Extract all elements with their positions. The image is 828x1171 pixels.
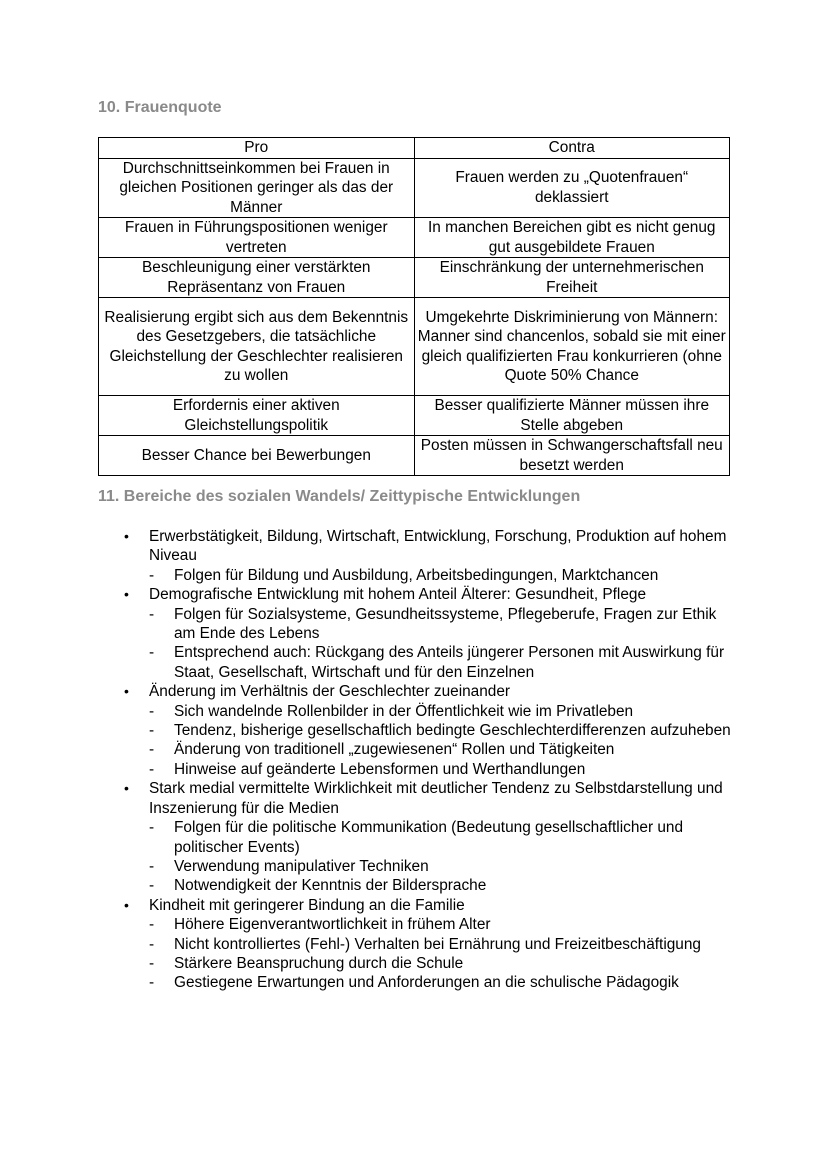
- list-item: [120, 682, 740, 779]
- sub-item-text: Höhere Eigenverantwortlichkeit in frühem Alter: [174, 916, 491, 934]
- sub-list-item: [149, 721, 740, 740]
- dash-icon: -: [149, 935, 155, 953]
- list-item-text: Stark medial vermittelte Wirklichkeit mit deutlicher Tendenz zu Selbstdarstellung und Inszenierung für die Medien: [149, 780, 723, 817]
- sub-list-item: [149, 935, 740, 954]
- sub-list-item: [149, 818, 740, 857]
- pro-cell: Erfordernis einer aktiven Gleichstellungspolitik: [99, 396, 415, 436]
- table-row: [99, 436, 730, 476]
- dash-icon: -: [149, 702, 155, 720]
- dash-icon: -: [149, 644, 155, 662]
- dash-icon: -: [149, 566, 155, 584]
- pro-cell: Beschleunigung einer verstärkten Repräsentanz von Frauen: [99, 258, 415, 298]
- dash-icon: -: [149, 741, 155, 759]
- list-item-text: Erwerbstätigkeit, Bildung, Wirtschaft, Entwicklung, Forschung, Produktion auf hohem Niveau: [149, 528, 727, 565]
- bullet-icon: •: [124, 780, 129, 797]
- table-row: [99, 258, 730, 298]
- list-item-text: Demografische Entwicklung mit hohem Anteil Älterer: Gesundheit, Pflege: [149, 586, 647, 604]
- contra-cell: Posten müssen in Schwangerschaftsfall neu besetzt werden: [414, 436, 730, 476]
- pro-cell: Durchschnittseinkommen bei Frauen in gleichen Positionen geringer als das der Männer: [99, 158, 415, 218]
- dash-icon: -: [149, 857, 155, 875]
- sub-list-item: [149, 915, 740, 934]
- sub-item-text: Folgen für Sozialsysteme, Gesundheitssysteme, Pflegeberufe, Fragen zur Ethik am Ende des Lebens: [174, 605, 717, 643]
- bullet-icon: •: [124, 683, 129, 700]
- contra-cell: Umgekehrte Diskriminierung von Männern: Manner sind chancenlos, sobald sie mit einer gleich qualifizierten Frau konkurrieren (ohne Quote 50% Chance: [414, 298, 730, 396]
- sub-item-text: Folgen für die politische Kommunikation (Bedeutung gesellschaftlicher und politischer Events): [174, 819, 684, 856]
- section-heading-frauenquote: 10. Frauenquote: [98, 99, 222, 116]
- sub-list: [149, 818, 740, 896]
- dash-icon: -: [149, 974, 155, 992]
- table-header-row: [99, 138, 730, 159]
- sub-list-item: [149, 973, 740, 992]
- list-item: [120, 527, 740, 585]
- sub-list-item: [149, 740, 740, 759]
- header-contra: Contra: [414, 138, 730, 159]
- bullet-icon: •: [124, 586, 129, 603]
- bullet-icon: •: [124, 896, 129, 913]
- sub-item-text: Notwendigkeit der Kenntnis der Bildersprache: [174, 877, 487, 895]
- sub-list: [149, 702, 740, 780]
- sub-list-item: [149, 605, 740, 644]
- dash-icon: -: [149, 916, 155, 934]
- table-row: [99, 298, 730, 396]
- table-row: [99, 158, 730, 218]
- list-item-text: Kindheit mit geringerer Bindung an die Familie: [149, 896, 465, 914]
- sub-list: [149, 566, 740, 585]
- pro-contra-table: [98, 137, 730, 476]
- sub-list-item: [149, 760, 740, 779]
- sub-list-item: [149, 566, 740, 585]
- sub-item-text: Gestiegene Erwartungen und Anforderungen an die schulische Pädagogik: [174, 974, 679, 992]
- sub-item-text: Hinweise auf geänderte Lebensformen und Werthandlungen: [174, 760, 586, 778]
- dash-icon: -: [149, 954, 155, 972]
- dash-icon: -: [149, 819, 155, 837]
- dash-icon: -: [149, 877, 155, 895]
- sub-item-text: Folgen für Bildung und Ausbildung, Arbeitsbedingungen, Marktchancen: [174, 566, 659, 584]
- contra-cell: Besser qualifizierte Männer müssen ihre Stelle abgeben: [414, 396, 730, 436]
- sub-item-text: Sich wandelnde Rollenbilder in der Öffentlichkeit wie im Privatleben: [174, 702, 634, 720]
- list-item: [120, 585, 740, 682]
- sub-item-text: Entsprechend auch: Rückgang des Anteils jüngerer Personen mit Auswirkung für Staat, Gesellschaft, Wirtschaft und für den Einzelnen: [174, 644, 725, 681]
- wandel-list: [120, 527, 740, 993]
- list-item-text: Änderung im Verhältnis der Geschlechter zueinander: [149, 683, 511, 701]
- pro-cell: Realisierung ergibt sich aus dem Bekenntnis des Gesetzgebers, die tatsächliche Gleichstellung der Geschlechter realisieren zu wollen: [99, 298, 415, 396]
- sub-item-text: Stärkere Beanspruchung durch die Schule: [174, 954, 464, 972]
- sub-item-text: Änderung von traditionell „zugewiesenen“ Rollen und Tätigkeiten: [174, 741, 615, 759]
- table-row: [99, 396, 730, 436]
- dash-icon: -: [149, 760, 155, 778]
- sub-item-text: Tendenz, bisherige gesellschaftlich bedingte Geschlechterdifferenzen aufzuheben: [174, 722, 731, 740]
- dash-icon: -: [149, 605, 155, 623]
- sub-list-item: [149, 702, 740, 721]
- list-item: [120, 779, 740, 895]
- sub-list-item: [149, 857, 740, 876]
- pro-cell: Besser Chance bei Bewerbungen: [99, 436, 415, 476]
- dash-icon: -: [149, 722, 155, 740]
- sub-item-text: Verwendung manipulativer Techniken: [174, 857, 429, 875]
- sub-list: [149, 915, 740, 993]
- contra-cell: Frauen werden zu „Quotenfrauen“ deklassiert: [414, 158, 730, 218]
- pro-cell: Frauen in Führungspositionen weniger vertreten: [99, 218, 415, 258]
- section-heading-sozialer-wandel: 11. Bereiche des sozialen Wandels/ Zeittypische Entwicklungen: [98, 488, 581, 505]
- contra-cell: Einschränkung der unternehmerischen Freiheit: [414, 258, 730, 298]
- sub-list-item: [149, 954, 740, 973]
- table-row: [99, 218, 730, 258]
- sub-list-item: [149, 643, 740, 682]
- bullet-icon: •: [124, 528, 129, 544]
- header-pro: Pro: [99, 138, 415, 159]
- sub-item-text: Nicht kontrolliertes (Fehl-) Verhalten bei Ernährung und Freizeitbeschäftigung: [174, 935, 701, 953]
- sub-list: [149, 605, 740, 683]
- sub-list-item: [149, 876, 740, 895]
- contra-cell: In manchen Bereichen gibt es nicht genug gut ausgebildete Frauen: [414, 218, 730, 258]
- list-item: [120, 896, 740, 993]
